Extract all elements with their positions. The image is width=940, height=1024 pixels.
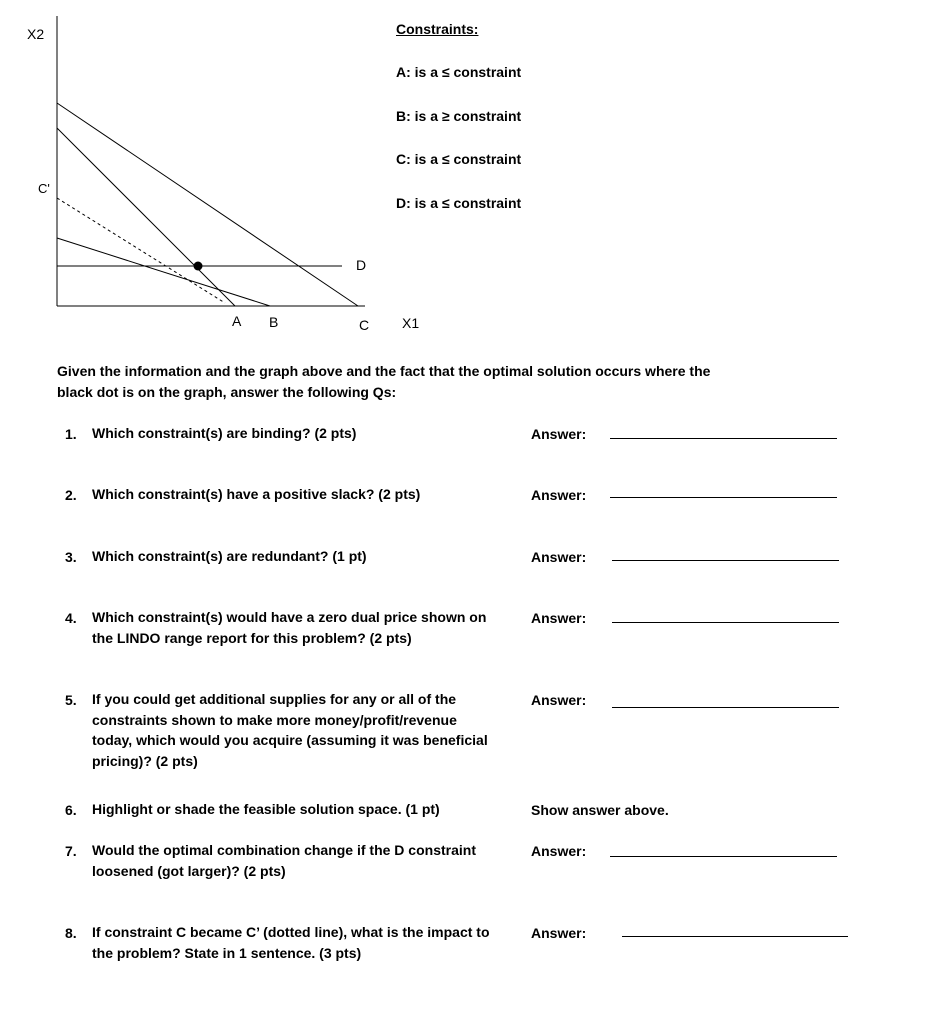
- constraints-title: Constraints:: [396, 21, 479, 37]
- question-number: 5.: [65, 692, 77, 708]
- question-text: Which constraint(s) are redundant? (1 pt): [92, 548, 367, 564]
- answer-blank[interactable]: [610, 438, 837, 439]
- question-number: 8.: [65, 925, 77, 941]
- answer-blank[interactable]: [610, 497, 837, 498]
- question-text: Which constraint(s) have a positive slack? (2 pts): [92, 486, 421, 502]
- question-text: If you could get additional supplies for any or all of the constraints shown to make more money/profit/revenue today, which would you acquire (assuming it was beneficial pricing)? (2 pts): [92, 691, 488, 769]
- question-number: 6.: [65, 802, 77, 818]
- answer-label: Answer:: [531, 426, 587, 442]
- question-number: 3.: [65, 549, 77, 565]
- constraint-c-line: [57, 103, 358, 306]
- d-line-label: D: [356, 257, 367, 273]
- constraint-c-prime-line: [57, 198, 225, 303]
- constraint-a-desc: A: is a ≤ constraint: [396, 64, 522, 80]
- constraint-a-line: [57, 128, 235, 306]
- answer-label: Answer:: [531, 692, 587, 708]
- x-axis-label: X1: [402, 315, 420, 331]
- answer-blank[interactable]: [612, 622, 839, 623]
- answer-blank[interactable]: [610, 856, 837, 857]
- question-text: Which constraint(s) would have a zero dual price shown on the LINDO range report for this problem? (2 pts): [92, 609, 487, 646]
- question-text: If constraint C became C’ (dotted line), what is the impact to the problem? State in 1 sentence. (3 pts): [92, 924, 490, 961]
- constraint-graph: [0, 0, 400, 330]
- intro-line-2: black dot is on the graph, answer the following Qs:: [57, 384, 397, 400]
- answer-label: Answer:: [531, 549, 587, 565]
- question-number: 4.: [65, 610, 77, 626]
- question-text: Would the optimal combination change if the D constraint loosened (got larger)? (2 pts): [92, 842, 476, 879]
- answer-label: Answer:: [531, 487, 587, 503]
- intro-line-1: Given the information and the graph above and the fact that the optimal solution occurs where the: [57, 363, 711, 379]
- constraint-b-desc: B: is a ≥ constraint: [396, 108, 522, 124]
- constraint-b-line: [57, 238, 270, 306]
- answer-blank[interactable]: [622, 936, 848, 937]
- b-line-label: B: [269, 314, 279, 330]
- a-line-label: A: [232, 313, 242, 329]
- optimal-point: [194, 262, 203, 271]
- answer-label: Answer:: [531, 925, 587, 941]
- question-number: 2.: [65, 487, 77, 503]
- answer-label: Answer:: [531, 610, 587, 626]
- constraint-c-desc: C: is a ≤ constraint: [396, 151, 522, 167]
- question-text: Which constraint(s) are binding? (2 pts): [92, 425, 357, 441]
- question-text: Highlight or shade the feasible solution space. (1 pt): [92, 801, 440, 817]
- question-number: 1.: [65, 426, 77, 442]
- answer-label: Answer:: [531, 843, 587, 859]
- answer-label: Show answer above.: [531, 802, 669, 818]
- answer-blank[interactable]: [612, 707, 839, 708]
- c-prime-label: C': [38, 181, 50, 196]
- y-axis-label: X2: [27, 26, 45, 42]
- constraint-d-desc: D: is a ≤ constraint: [396, 195, 522, 211]
- question-number: 7.: [65, 843, 77, 859]
- answer-blank[interactable]: [612, 560, 839, 561]
- c-line-label: C: [359, 317, 370, 333]
